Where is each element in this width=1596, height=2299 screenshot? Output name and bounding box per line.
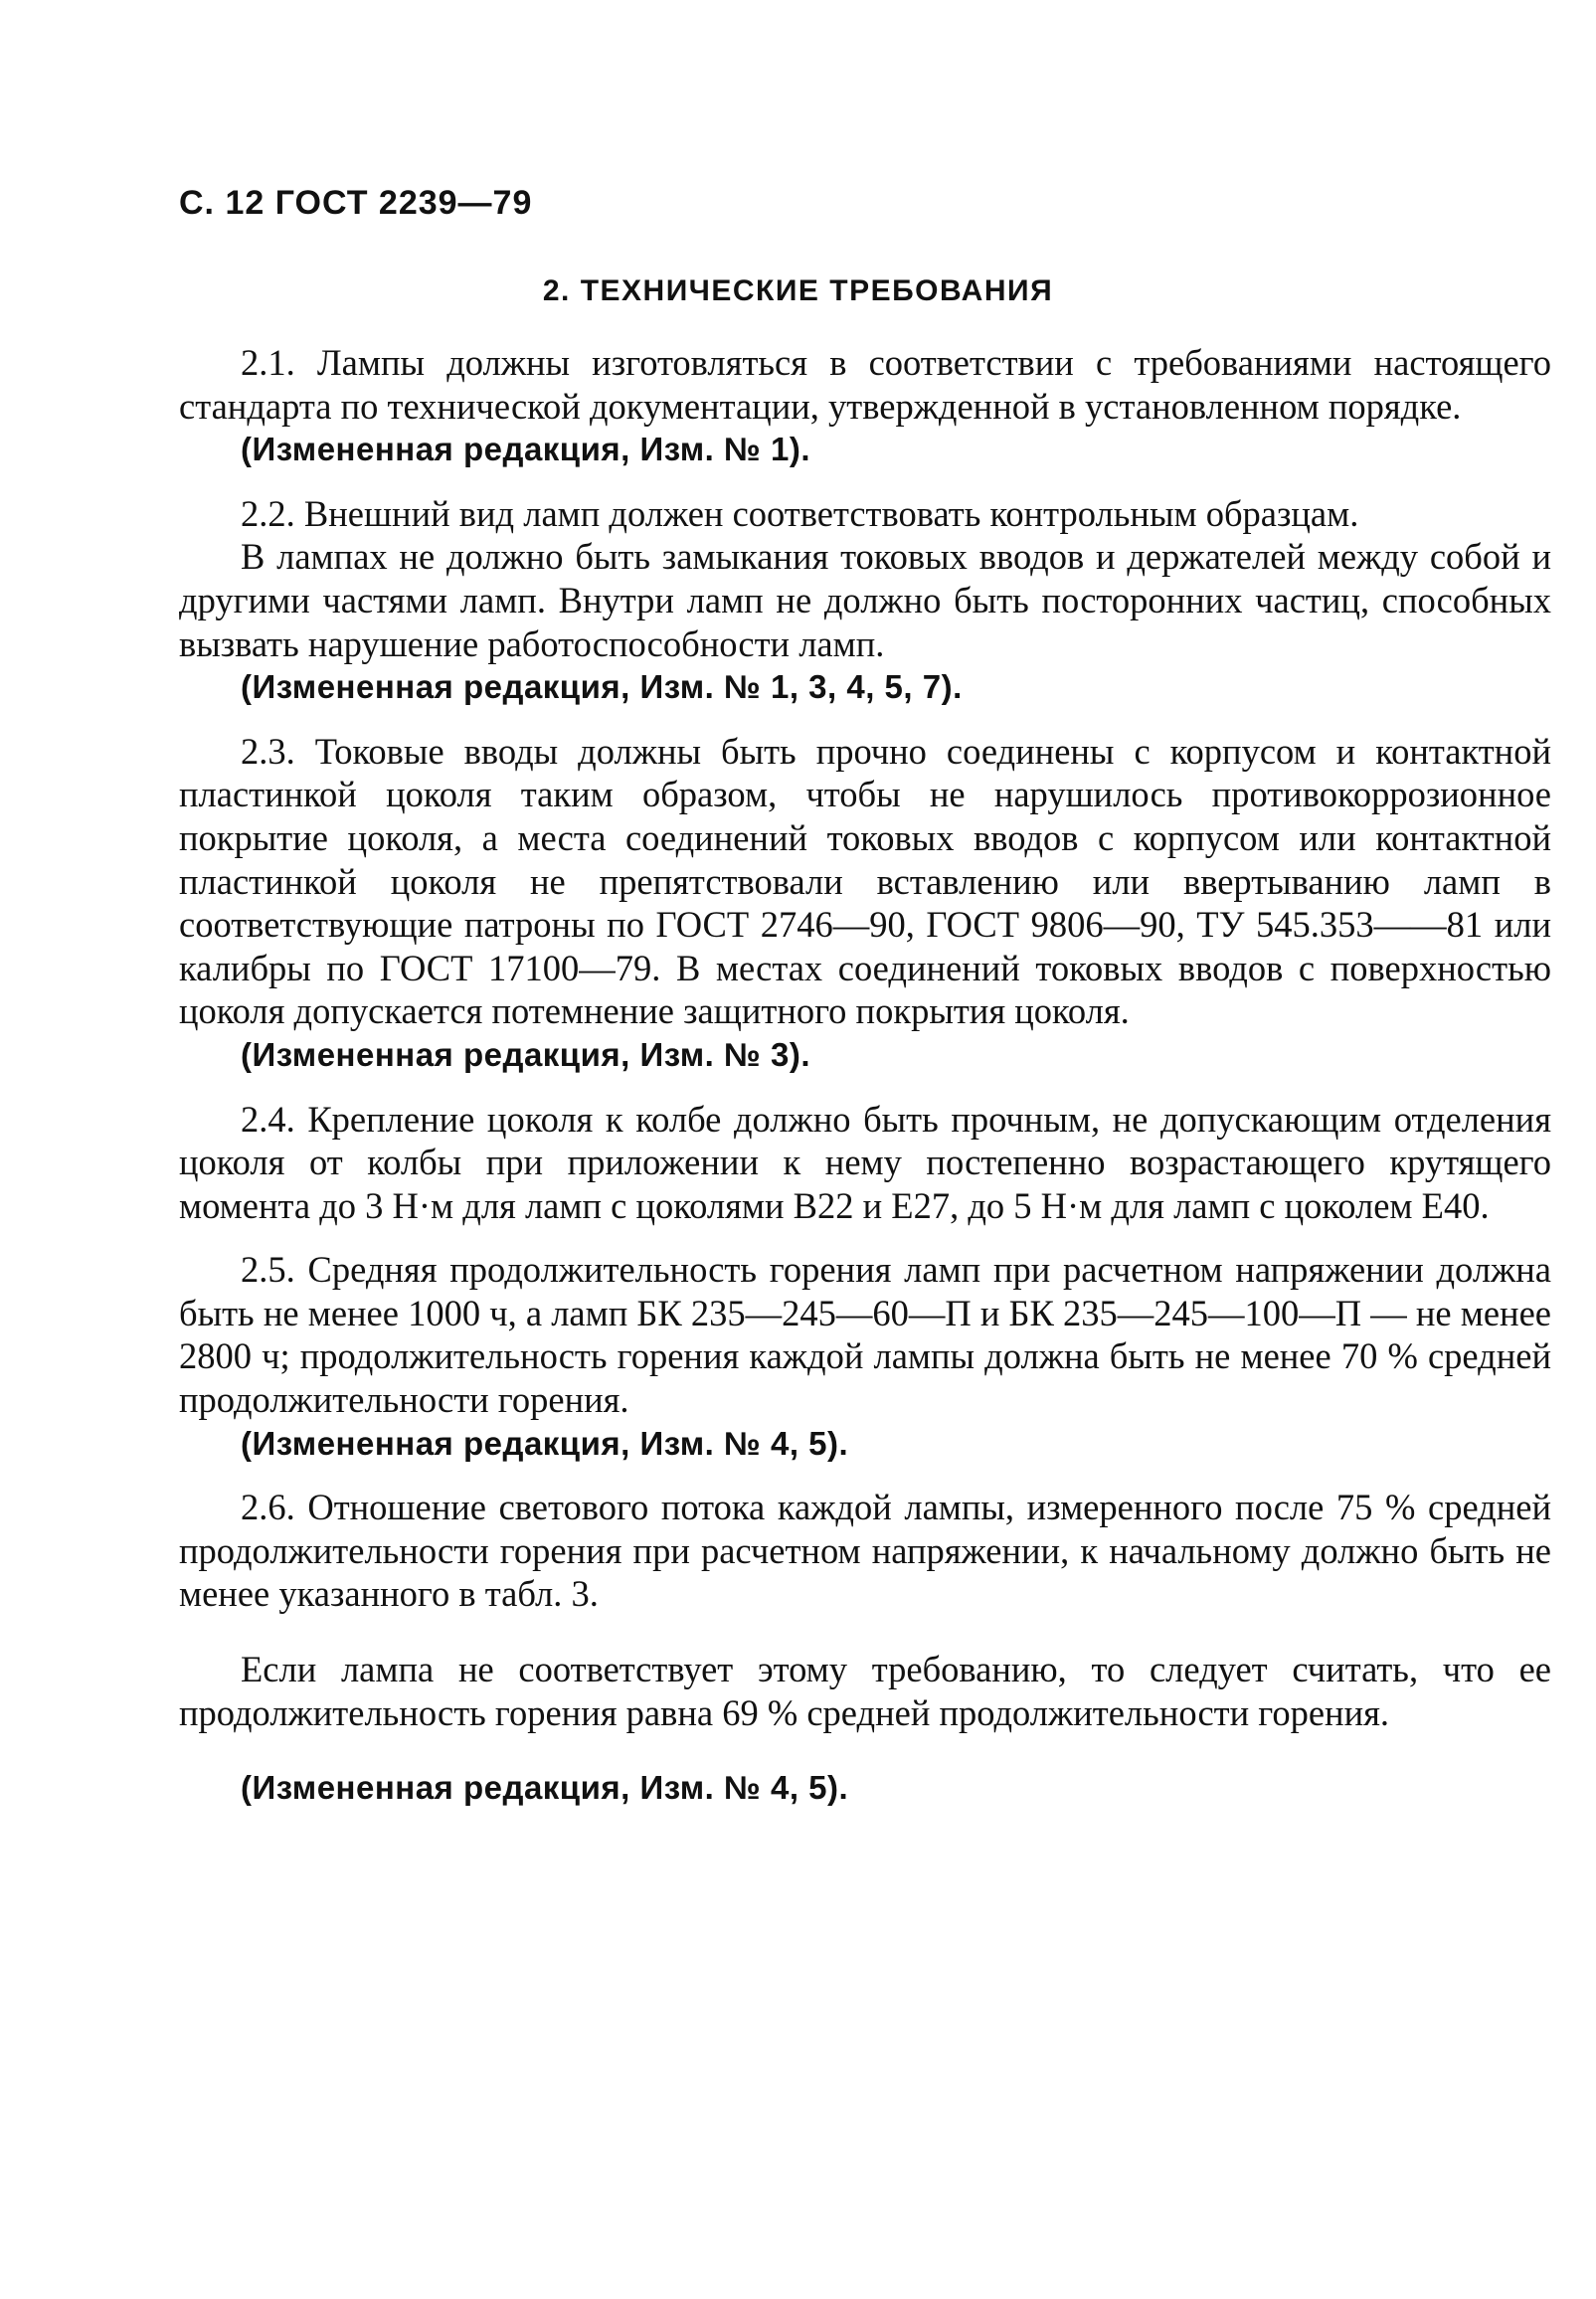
- amendment-note-2-6: (Измененная редакция, Изм. № 4, 5).: [241, 1769, 849, 1807]
- amendment-note-2-1: (Измененная редакция, Изм. № 1).: [241, 431, 810, 468]
- paragraph-2-1: 2.1. Лампы должны изготовляться в соответствии с требованиями настоящего стандарта по технической документации, утвержденной в установленном порядке.: [179, 342, 1551, 427]
- amendment-note-2-5: (Измененная редакция, Изм. № 4, 5).: [241, 1424, 849, 1462]
- paragraph-2-6-continued: Если лампа не соответствует этому требованию, то следует считать, что ее продолжительность горения равна 69 % средней продолжительности горения.: [179, 1649, 1551, 1733]
- paragraph-2-4: 2.4. Крепление цоколя к колбе должно быть прочным, не допускающим отделения цоколя от колбы при приложении к нему постепенно возрастающего крутящего момента до 3 Н·м для ламп с цоколями В22 и Е27, до 5 Н·м для ламп с цоколем Е40.: [179, 1098, 1551, 1226]
- paragraph-2-5: 2.5. Средняя продолжительность горения ламп при расчетном напряжении должна быть не менее 1000 ч, а ламп БК 235—245—60—П и БК 235—245—100—П — не менее 2800 ч; продолжительность горения каждой лампы должна быть не менее 70 % средней продолжительности горения.: [179, 1249, 1551, 1421]
- paragraph-2-6: 2.6. Отношение светового потока каждой лампы, измеренного после 75 % средней продолжительности горения при расчетном напряжении, к начальному должно быть не менее указанного в табл. 3.: [179, 1487, 1551, 1615]
- section-body: [179, 341, 1551, 1810]
- paragraph-2-3: 2.3. Токовые вводы должны быть прочно соединены с корпусом и контактной пластинкой цоколя таким образом, чтобы не нарушилось противокоррозионное покрытие цоколя, а места соединений токовых вводов с корпусом или контактной пластинкой цоколя не препятствовали вставлению или ввертыванию ламп в соответствующие патроны по ГОСТ 2746—90, ГОСТ 9806—90, ТУ 545.353——81 или калибры по ГОСТ 17100—79. В местах соединений токовых вводов с поверхностью цоколя допускается потемнение защитного покрытия цоколя.: [179, 730, 1551, 1032]
- paragraph-2-2-continued: В лампах не должно быть замыкания токовых вводов и держателей между собой и другими частями ламп. Внутри ламп не должно быть посторонних частиц, способных вызвать нарушение работоспособности ламп.: [179, 536, 1551, 664]
- page-header: С. 12 ГОСТ 2239—79: [179, 184, 533, 222]
- amendment-note-2-3: (Измененная редакция, Изм. № 3).: [241, 1035, 810, 1073]
- section-title: 2. ТЕХНИЧЕСКИЕ ТРЕБОВАНИЯ: [542, 274, 1054, 307]
- paragraph-2-2: 2.2. Внешний вид ламп должен соответствовать контрольным образцам.: [241, 492, 1359, 534]
- amendment-note-2-2: (Измененная редакция, Изм. № 1, 3, 4, 5, 7).: [241, 668, 963, 706]
